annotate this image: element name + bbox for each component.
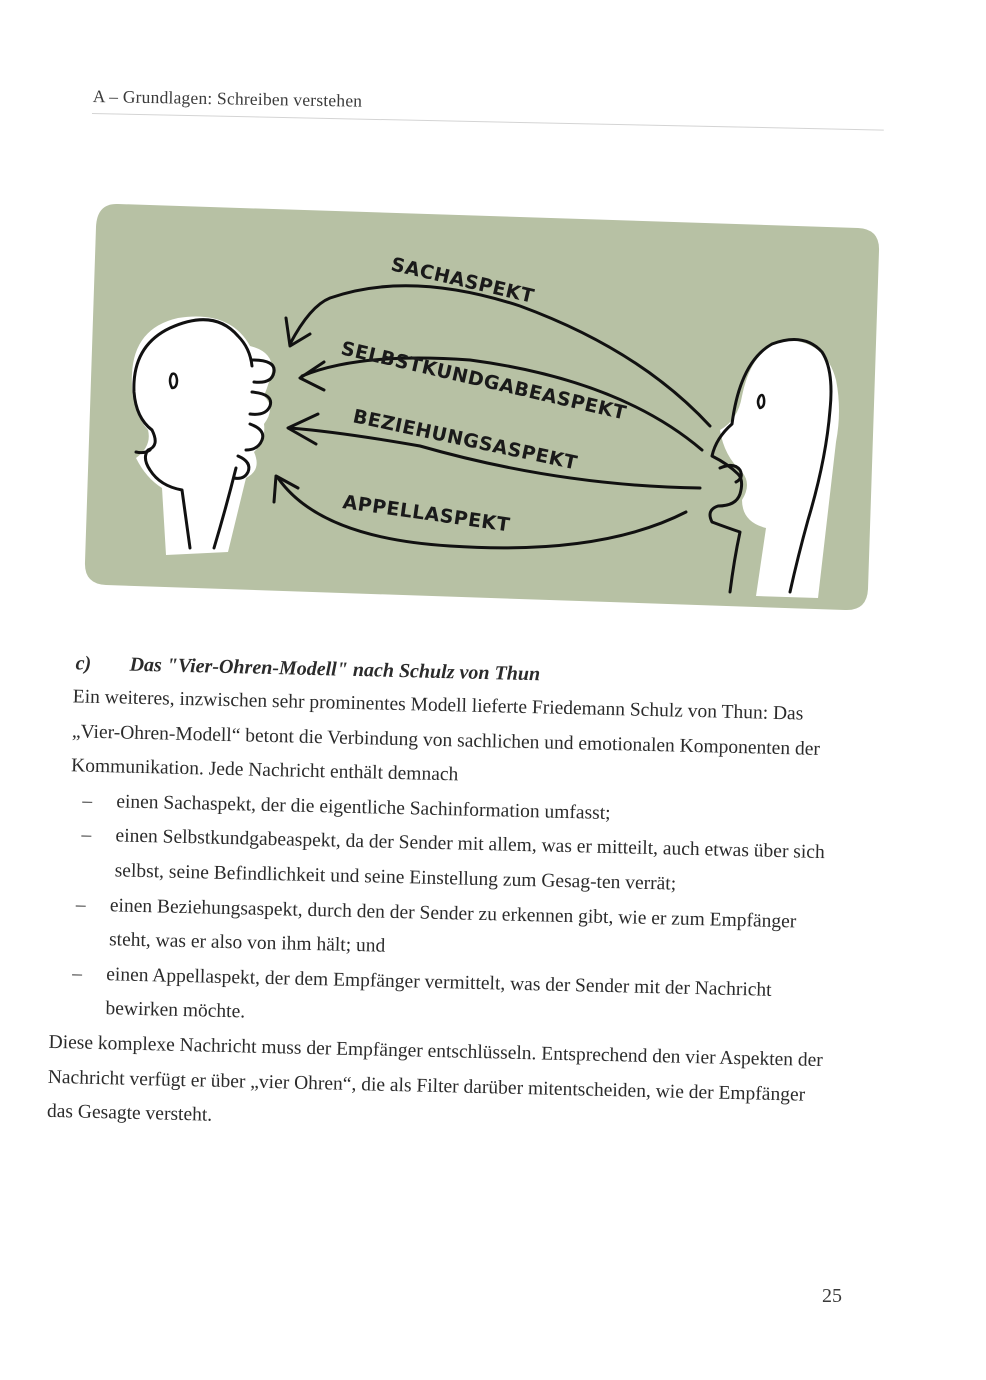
running-header: A – Grundlagen: Schreiben verstehen [92, 86, 363, 111]
aspect-list [51, 784, 856, 1045]
list-item-text: einen Appellaspekt, der dem Empfänger vermittelt, was der Sender mit der Nachricht bewirken möchte. [105, 963, 772, 1023]
intro-paragraph: Ein weiteres, inzwischen sehr prominentes Modell lieferte Friedemann Schulz von Thun: Das „Vier-Ohren-Modell“ betont die Verbindung von sachlichen und emotionalen Komponenten der Kommunikation. Jede Nachricht enthält demnach [70, 686, 821, 786]
section-number: c) [75, 652, 92, 675]
list-dash: – [72, 963, 83, 985]
body-text [46, 646, 860, 1148]
section-title: Das "Vier-Ohren-Modell" nach Schulz von Thun [129, 653, 541, 686]
list-dash: – [81, 824, 92, 847]
list-item-text: einen Selbstkundgabeaspekt, da der Sender mit allem, was er mitteilt, auch etwas über sich selbst, seine Befindlichkeit und seine Einstellung zum Gesag-ten verrät; [114, 825, 825, 895]
list-dash: – [82, 790, 93, 812]
label-selbstkundgabeaspekt: SELBSTKUNDGABEASPEKT [338, 337, 629, 425]
list-item-text: einen Beziehungsaspekt, durch den der Sender zu erkennen gibt, wie er zum Empfänger steht, was er also von ihm hält; und [108, 894, 797, 957]
four-ears-illustration [0, 0, 986, 640]
page-number: 25 [822, 1285, 842, 1307]
illustration-svg [0, 0, 986, 640]
list-dash: – [75, 894, 86, 916]
label-sachaspekt: SACHASPEKT [388, 253, 537, 308]
label-appellaspekt: APPELLASPEKT [341, 491, 512, 537]
label-beziehungsaspekt: BEZIEHUNGSASPEKT [350, 405, 580, 475]
list-item-text: einen Sachaspekt, der die eigentliche Sachinformation umfasst; [116, 791, 611, 824]
closing-paragraph: Diese komplexe Nachricht muss der Empfänger entschlüsseln. Entsprechend den vier Aspekten der Nachricht verfügt er über „vier Ohren“, die als Filter darüber mitentscheiden, wie der Empfänger das Gesagte versteht. [46, 1031, 824, 1126]
